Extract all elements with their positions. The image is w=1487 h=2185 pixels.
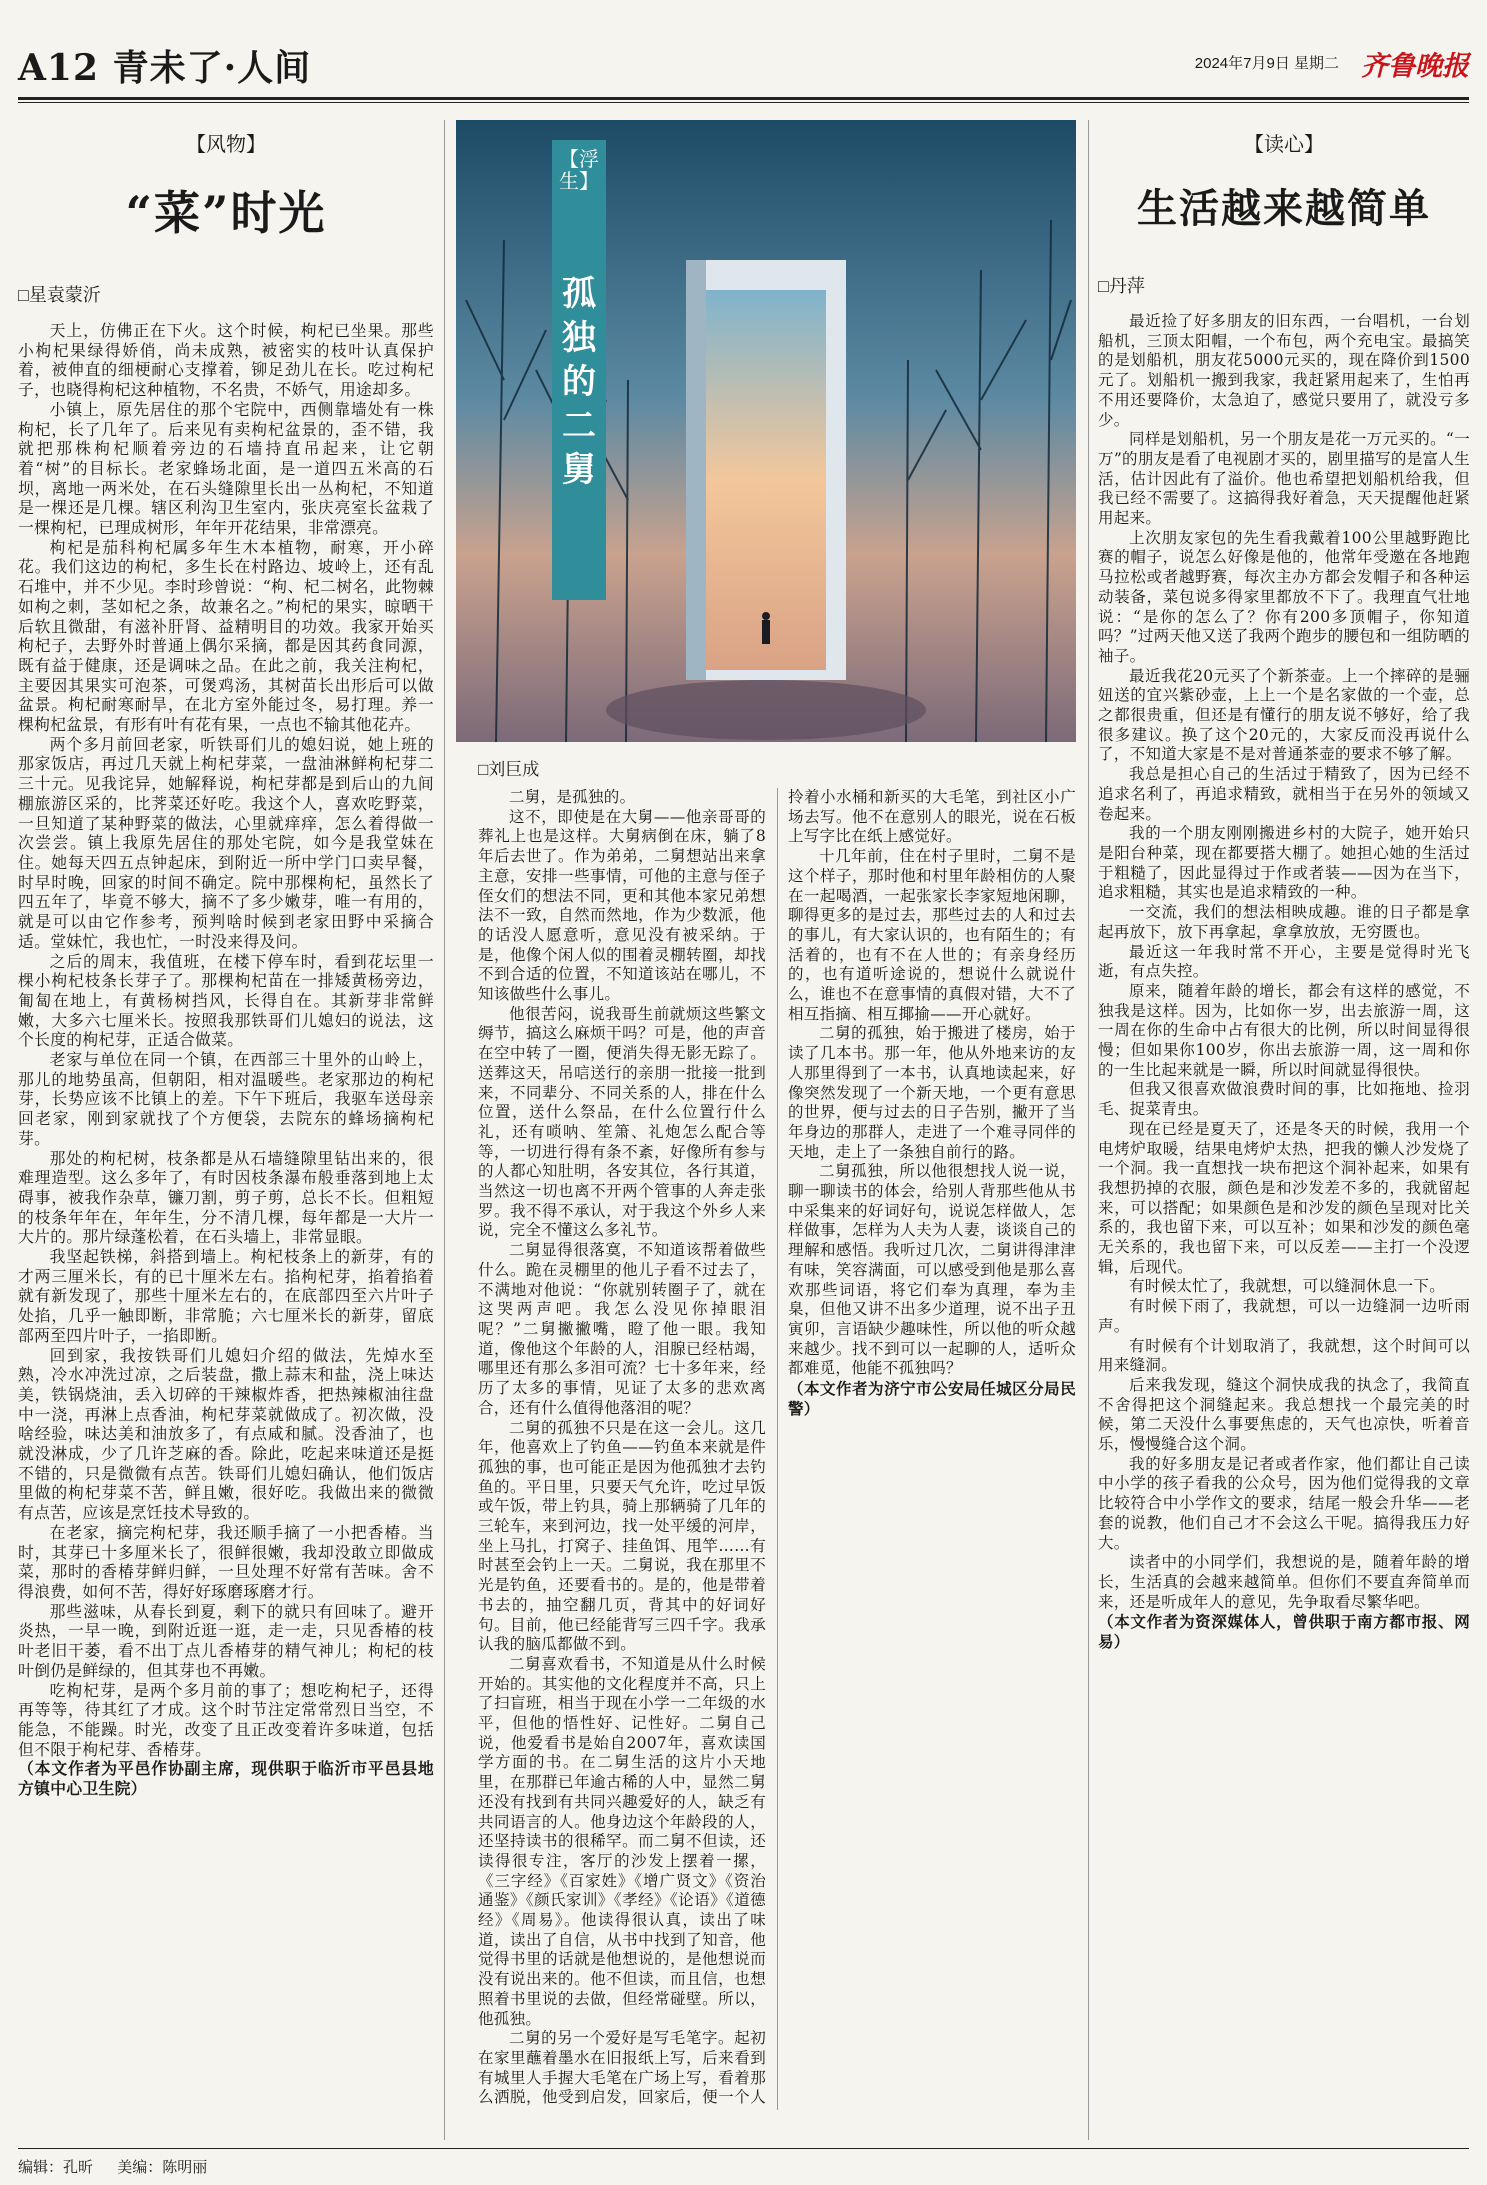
designer-credit: 美编：陈明丽 [117, 2159, 208, 2176]
middle-section-tag: 【浮生】 [559, 147, 599, 193]
left-headline: “菜”时光 [125, 186, 327, 240]
paragraph: 最近这一年我时常不开心，主要是觉得时光飞逝，有点失控。 [1098, 942, 1470, 981]
paragraph: 现在已经是夏天了，还是冬天的时候，我用一个电烤炉取暖，结果电烤炉太热，把我的懒人沙发烧了一个洞。我一直想找一块布把这个洞补起来，如果有我想扔掉的衣服，颜色是和沙发差不多的，我就留起来，可以搭配；如果颜色是和沙发的颜色呈现对比关系的，我也留下来，可以互补；如果和沙发的颜色毫无关系的，我也留下来，可以反差——主打一个没逻辑，后现代。 [1098, 1119, 1470, 1276]
paragraph: 二舅，是孤独的。 [509, 788, 636, 806]
newspaper-logo: 齐鲁晚报 [1361, 51, 1469, 82]
paragraph: 之后的周末，我值班，在楼下停车时，看到花坛里一棵小枸杞枝条长芽子了。那棵枸杞苗在一排矮黄杨旁边，匍匐在地上，有黄杨树挡风，长得自在。其新芽非常鲜嫩，大多六七厘米长。按照我那铁哥们儿媳妇的说法，这个长度的枸杞芽，正适合做菜。 [18, 951, 434, 1050]
paragraph: 一交流，我们的想法相映成趣。谁的日子都是拿起再放下，放下再拿起，拿拿放放，无穷匮也。 [1098, 903, 1470, 941]
middle-article [478, 760, 1076, 2110]
paragraph: 二舅显得很落寞，不知道该帮着做些什么。跪在灵棚里的他儿子看不过去了，不满地对他说：“你就别转圈子了，就在这哭两声吧。我怎么没见你掉眼泪呢？”二舅撇撇嘴，瞪了他一眼。我知道，像他这个年龄的人，泪腺已经枯竭，哪里还有那么多泪可流？七十多年来，经历了太多的事情，见证了太多的悲欢离合，还有什么值得他落泪的呢？ [478, 1241, 766, 1417]
middle-headline: 孤独的二舅 [562, 274, 596, 490]
left-byline: □星袁蒙沂 [18, 285, 101, 305]
paragraph: 天上，仿佛正在下火。这个时候，枸杞已坐果。那些小枸杞果绿得娇俏，尚未成熟，被密实的枝叶认真保护着，被伸直的细梗耐心支撑着，铆足劲儿在长。吃过枸杞子，也晓得枸杞这种植物，不名贵，不娇气，用途却多。 [18, 321, 434, 400]
author-note: （本文作者为平邑作协副主席，现供职于临沂市平邑县地方镇中心卫生院） [18, 1759, 434, 1799]
masthead [18, 40, 1469, 90]
issue-date: 2024年7月9日 星期二 [1194, 55, 1339, 72]
paragraph: 有时候下雨了，我就想，可以一边缝洞一边听雨声。 [1098, 1297, 1470, 1335]
header-rule-thick [18, 97, 1469, 100]
doorway-landscape-image [456, 120, 1076, 742]
paragraph: 读者中的小同学们，我想说的是，随着年龄的增长，生活真的会越来越简单。但你们不要直奔简单而来，还是听成年人的意见，先争取看尽繁华吧。 [1098, 1553, 1470, 1611]
right-body [1098, 312, 1470, 1652]
paragraph: 最近捡了好多朋友的旧东西，一台唱机，一台划船机，三顶太阳帽，一个布包，两个充电宝。最搞笑的是划船机，朋友花5000元买的，现在降价到1500元了。划船机一搬到我家，我赶紧用起来了，生怕再不用还要降价，太急迫了，感觉只要用了，就没亏多少。 [1098, 312, 1470, 429]
paragraph: 我的好多朋友是记者或者作家，他们都让自己读中小学的孩子看我的公众号，因为他们觉得我的文章比较符合中小学作文的要求，结尾一般会升华——老套的说教，他们自己才不会这么干呢。搞得我压力好大。 [1098, 1454, 1470, 1552]
paragraph: 后来我发现，缝这个洞快成我的执念了，我简直不舍得把这个洞缝起来。我总想找一个最完美的时候，第二天没什么事要焦虑的，天气也凉快，听着音乐，慢慢缝合这个洞。 [1098, 1375, 1470, 1454]
footer-rule [18, 2148, 1469, 2149]
paragraph: 那些滋味，从春长到夏，剩下的就只有回味了。避开炎热，一早一晚，到附近逛一逛，走一走，只见香椿的枝叶老旧干萎，看不出丁点儿香椿芽的精气神儿；枸杞的枝叶倒仍是鲜绿的，但其芽也不再嫩。 [18, 1601, 434, 1680]
paragraph: 二舅喜欢看书，不知道是从什么时候开始的。其实他的文化程度并不高，只上了扫盲班，相当于现在小学一二年级的水平，但他的悟性好、记性好。二舅自己说，他爱看书是始自2007年，喜欢读国学方面的书。在二舅生活的这片小天地里，在那群已年逾古稀的人中，显然二舅还没有找到有共同兴趣爱好的人，缺乏有共同语言的人。他身边这个年龄段的人，还坚持读书的很稀罕。而二舅不但读，还读得很专注，客厅的沙发上摆着一摞，《三字经》《百家姓》《增广贤文》《资治通鉴》《颜氏家训》《孝经》《论语》《道德经》《周易》。他读得很认真，读出了味道，读出了自信，从书中找到了知音，他觉得书里的话就是他想说的，是他想说而没有说出来的。他不但读，而且信，也想照着书里说的去做，但经常碰壁。所以，他孤独。 [478, 1654, 766, 2028]
header-rule-thin [18, 102, 1469, 103]
paragraph: 原来，随着年龄的增长，都会有这样的感觉，不独我是这样。因为，比如你一岁，出去旅游一周，这一周在你的生命中占有很大的比例，所以时间显得很慢；但如果你100岁，你出去旅游一周，这一周和你的一生比起来就是一瞬，所以时间就显得很快。 [1098, 981, 1470, 1079]
middle-body [478, 788, 1076, 2110]
right-section-tag: 【读心】 [1244, 132, 1324, 156]
paragraph: 这不，即使是在大舅——他亲哥哥的葬礼上也是这样。大舅病倒在床，躺了8年后去世了。作为弟弟，二舅想站出来拿主意，安排一些事情，可他的主意与侄子侄女们的想法不同，更和其他本家兄弟想法不一致，自然而然地，作为少数派，他的话没人愿意听，意见没有被采纳。于是，他像个闲人似的围着灵棚转圈，却找不到合适的位置，不知道该站在哪儿，不知该做些什么事儿。 [478, 807, 766, 1004]
right-article [1098, 120, 1470, 1652]
paragraph: 但我又很喜欢做浪费时间的事，比如拖地、捡羽毛、捉菜青虫。 [1098, 1080, 1470, 1119]
paragraph: 有时候有个计划取消了，我就想，这个时间可以用来缝洞。 [1098, 1336, 1470, 1375]
paragraph: 二舅的孤独不只是在这一会儿。这几年，他喜欢上了钓鱼——钓鱼本来就是件孤独的事，也可能正是因为他孤独才去钓鱼的。平日里，只要天气允许，吃过早饭或午饭，带上钓具，骑上那辆骑了几年的三轮车，来到河边，找一处平缓的河岸，坐上马扎，打窝子、挂鱼饵、甩竿……有时甚至会钓上一天。二舅说，我在那里不光是钓鱼，还要看书的。是的，他是带着书去的，抽空翻几页，背其中的好词好句。目前，他已经能背写三四千字。我承认我的脑瓜都做不到。 [478, 1418, 766, 1654]
page-footer [18, 2156, 227, 2177]
editor-credit: 编辑：孔昕 [18, 2159, 94, 2176]
page-code: A12 青未了·人间 [18, 47, 312, 89]
paragraph: 最近我花20元买了个新茶壶。上一个摔碎的是骊妞送的宜兴紫砂壶，上上一个是名家做的一个壶，总之都很贵重，但还是有懂行的朋友说不够好，给了我很多建议。换了这个20元的，大家反而没再说什么了，不知道大家是不是对普通茶壶的要求不够了解。 [1098, 666, 1470, 764]
left-article [18, 120, 434, 1799]
paragraph: 回到家，我按铁哥们儿媳妇介绍的做法，先焯水至熟，冷水冲洗过凉，之后装盘，撒上蒜末和盐，浇上味达美，铁锅烧油，丢入切碎的干辣椒炸香，把热辣椒油往盘中一浇，再淋上点香油，枸杞芽菜就做成了。初次做，没啥经验，味达美和油放多了，有点咸和腻。没香油了，也就没淋成，少了几许芝麻的香。除此，吃起来味道还是挺不错的，只是微微有点苦。铁哥们儿媳妇确认，他们饭店里做的枸杞芽菜不苦，鲜且嫩，很好吃。我做出来的微微有点苦，应该是烹饪技术导致的。 [18, 1345, 434, 1523]
paragraph: 我的一个朋友刚刚搬进乡村的大院子，她开始只是阳台种菜，现在都要搭大棚了。她担心她的生活过于粗糙了，因此显得过于作或者装——因为在当下，追求粗糙，其实也是追求精致的一种。 [1098, 824, 1470, 902]
paragraph: 有时候太忙了，我就想，可以缝洞休息一下。 [1129, 1277, 1446, 1296]
middle-byline: □刘巨成 [478, 755, 547, 780]
paragraph: 我坚起铁梯，斜搭到墙上。枸杞枝条上的新芽，有的才两三厘米长，有的已十厘米左右。掐枸杞芽，掐着掐着就有新发现了，那些十厘米左右的，在底部四至六片叶子处掐，几乎一触即断，非常脆；六七厘米长的新芽，留底部两至四片叶子，一掐即断。 [18, 1247, 434, 1345]
paragraph: 上次朋友家包的先生看我戴着100公里越野跑比赛的帽子，说怎么好像是他的，他常年受邀在各地跑马拉松或者越野赛，每次主办方都会发帽子和各种运动装备，菜包说多得家里都放不下了。我理直气壮地说：“是你的怎么了？你有200多顶帽子，你知道吗？”过两天他又送了我两个跑步的腰包和一组防晒的袖子。 [1098, 528, 1470, 665]
paragraph: 二舅孤独，所以他很想找人说一说，聊一聊读书的体会，给别人背那些他从书中采集来的好词好句，说说怎样做人，怎样做事，怎样为人夫为人妻，谈谈自己的理解和感悟。我听过几次，二舅讲得津津有味，笑容满面，可以感受到他是那么喜欢那些词语，将它们奉为真理，奉为圭臬，但他又讲不出多少道理，说不出子丑寅卯，言语缺少趣味性，所以他的听众越来越少。找不到可以一起聊的人，适听众都难觅，他能不孤独吗？ [788, 1162, 1076, 1378]
author-note: （本文作者为资深媒体人，曾供职于南方都市报、网易） [1098, 1612, 1470, 1652]
feature-photo [456, 120, 1076, 742]
paragraph: 二舅的孤独，始于搬进了楼房，始于读了几本书。那一年，他从外地来访的友人那里得到了一本书，认真地读起来，好像突然发现了一个新天地，一个更有意思的世界，便与过去的日子告别，撇开了当年身边的那群人，走进了一个难寻同伴的天地，走上了一条独自前行的路。 [788, 1024, 1076, 1161]
paragraph: 两个多月前回老家，听铁哥们儿的媳妇说，她上班的那家饭店，再过几天就上枸杞芽菜，一盘油淋鲜枸杞芽二三十元。见我诧异，她解释说，枸杞芽都是到后山的九间棚旅游区采的，比荠菜还好吃。我这个人，喜欢吃野菜，一旦知道了某种野菜的做法，心里就痒痒，怎么着得做一次尝尝。镇上我原先居住的那处宅院，如今是我堂妹在住。她每天四五点钟起床，到附近一所中学门口卖早餐，时早时晚，回家的时间不确定。院中那棵枸杞，虽然长了四五年了，毕竟不够大，摘不了多少嫩芽，唯一有用的，就是可以由它作参考，预判啥时候到老家田野中采摘合适。堂妹忙，我也忙，一时没来得及问。 [18, 734, 434, 951]
paragraph: 小镇上，原先居住的那个宅院中，西侧靠墙处有一株枸杞，长了几年了。后来见有卖枸杞盆景的，歪不错，我就把那株枸杞顺着旁边的石墙持直吊起来，让它朝着“树”的目标长。老家蜂场北面，是一道四五米高的石坝，离地一两米处，在石头缝隙里长出一丛枸杞，不知道是一棵还是几棵。辖区利沟卫生室内，张庆亮室长盆栽了一棵枸杞，已理成树形，年年开花结果，非常漂亮。 [18, 399, 434, 538]
paragraph: 我总是担心自己的生活过于精致了，因为已经不追求名利了，再追求精致，就相当于在另外的领域又卷起来。 [1098, 765, 1470, 823]
title-banner [552, 140, 606, 600]
paragraph: 十几年前，住在村子里时，二舅不是这个样子，那时他和村里年龄相仿的人聚在一起喝酒，一起张家长李家短地闲聊，聊得更多的是过去，那些过去的人和过去的事儿，有大家认识的，也有陌生的；有活着的，也有不在人世的；有亲身经历的，也有道听途说的，想说什么就说什么，谁也不在意事情的真假对错，大不了相互指摘、相互揶揄——开心就好。 [788, 847, 1076, 1023]
author-note: （本文作者为济宁市公安局任城区分局民警） [788, 1379, 1076, 1418]
right-headline: 生活越来越简单 [1137, 185, 1431, 232]
paragraph: 在老家，摘完枸杞芽，我还顺手摘了一小把香椿。当时，其芽已十多厘米长了，很鲜很嫩，我却没敢立即做成菜，那时的香椿芽鲜归鲜，一旦处理不好常有苦味。舍不得浪费，如何不苦，得好好琢磨琢磨才行。 [18, 1522, 434, 1601]
right-byline: □丹萍 [1098, 276, 1145, 296]
paragraph: 同样是划船机，另一个朋友是花一万元买的。“一万”的朋友是看了电视剧才买的，剧里描写的是富人生活，估计因此有了溢价。他也希望把划船机给我，但我已经不需要了。这搞得我好着急，天天提醒他赶紧用起来。 [1098, 430, 1470, 528]
column-divider [1088, 120, 1089, 2140]
paragraph: 枸杞是茄科枸杞属多年生木本植物，耐寒，开小碎花。我们这边的枸杞，多生长在村路边、坡岭上，还有乱石堆中，并不少见。李时珍曾说：“枸、杞二树名，此物棘如枸之刺，茎如杞之条，故兼名之。”枸杞的果实，晾晒干后软且微甜，有滋补肝肾、益精明目的功效。我家开始买枸杞子，去野外时普通上偶尔采摘，都是因其药食同源，既有益于健康，还是调味之品。在此之前，我关注枸杞，主要因其果实可泡茶，可煲鸡汤，其树苗长出形后可以做盆景。枸杞耐寒耐旱，在北方室外能过冬，易打理。养一棵枸杞盆景，有形有叶有花有果，一点也不输其他花卉。 [18, 537, 434, 735]
paragraph: 老家与单位在同一个镇，在西部三十里外的山岭上，那儿的地势虽高，但朝阳，相对温暖些。老家那边的枸杞芽，长势应该不比镇上的差。下午下班后，我驱车送母亲回老家，刚到家就找了个方便袋，去院东的蜂场摘枸杞芽。 [18, 1050, 434, 1148]
left-section-tag: 【风物】 [186, 132, 266, 156]
left-body [18, 321, 434, 1799]
paragraph: 他很苦闷，说我哥生前就烦这些繁文缛节，搞这么麻烦干吗？可是，他的声音在空中转了一圈，便消失得无影无踪了。送葬这天，吊唁送行的亲朋一批接一批到来，不同辈分、不同关系的人，排在什么位置，送什么祭品，在什么位置行什么礼，还有唢呐、笙箫、礼炮怎么配合等等，一切进行得有条不紊，好像所有参与的人都心知肚明，各安其位，各行其道，当然这一切也离不开两个管事的人奔走张罗。我不得不承认，对于我这个外乡人来说，完全不懂这么多礼节。 [478, 1004, 766, 1240]
paragraph: 那处的枸杞树，枝条都是从石墙缝隙里钻出来的，很难理造型。这么多年了，有时因枝条瀑布般垂落到地上太碍事，被我作杂草，镰刀割，剪子剪，总长不长。但粗短的枝条年年在，年年生，分不清几棵，每年都是一大片一大片的。那片绿蓬松着，在石头墙上，非常显眼。 [18, 1148, 434, 1247]
paragraph: 二舅的另一个爱好是写毛笔字。起初在家里蘸着墨水在旧报纸上写，后来看到有城里人手握大毛笔在广场上写，看着那么洒脱，他受到启发，回家后，便一个人拎着小水桶和新买的大毛笔，到社区小广场去写。他不在意别人的眼光，说在石板上写字比在纸上感觉好。 [478, 788, 1076, 2107]
paragraph: 吃枸杞芽，是两个多月前的事了；想吃枸杞子，还得再等等，待其红了才成。这个时节注定常常烈日当空，不能急，不能躁。时光，改变了且正改变着许多味道，包括但不限于枸杞芽、香椿芽。 [18, 1680, 434, 1759]
column-divider [444, 120, 445, 2140]
